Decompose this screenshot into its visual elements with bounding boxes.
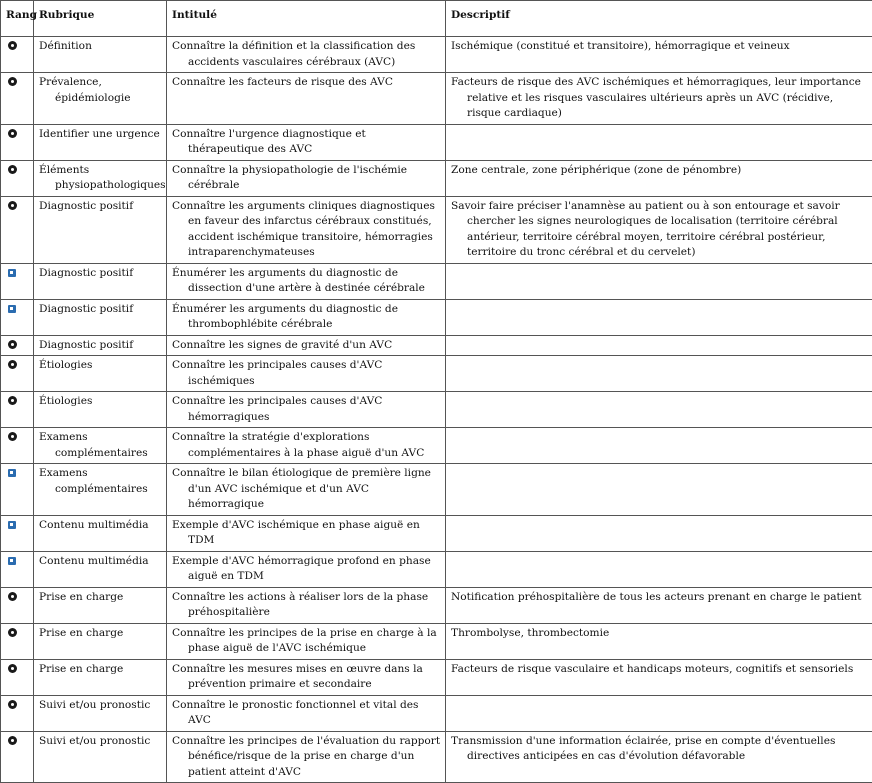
table-row xyxy=(1,731,872,783)
table-row xyxy=(1,392,872,428)
descriptif-cell xyxy=(446,263,872,299)
rank-a-icon xyxy=(8,129,17,138)
rank-cell xyxy=(1,160,34,196)
descriptif-cell xyxy=(446,335,872,356)
rank-cell xyxy=(1,356,34,392)
table-row xyxy=(1,73,872,125)
intitule-cell-text: Connaître les principes de l'évaluation du rapport bénéfice/risque de la prise en charge d'un patient atteint d'AVC xyxy=(172,734,441,781)
descriptif-cell xyxy=(446,695,872,731)
table-row xyxy=(1,695,872,731)
intitule-cell-text: Connaître la stratégie d'explorations complémentaires à la phase aiguë d'un AVC xyxy=(172,430,441,461)
rubrique-cell xyxy=(34,659,167,695)
table-row xyxy=(1,124,872,160)
rubrique-cell-text: Étiologies xyxy=(39,394,162,410)
table-row xyxy=(1,623,872,659)
rank-cell xyxy=(1,695,34,731)
rank-a-icon xyxy=(8,396,17,405)
rubrique-cell xyxy=(34,356,167,392)
table-row xyxy=(1,196,872,263)
intitule-cell xyxy=(167,515,446,551)
header-rang: Rang xyxy=(1,1,34,37)
intitule-cell xyxy=(167,335,446,356)
rubrique-cell-text: Prise en charge xyxy=(39,626,162,642)
intitule-cell xyxy=(167,160,446,196)
rank-cell xyxy=(1,623,34,659)
table-row xyxy=(1,515,872,551)
intitule-cell xyxy=(167,196,446,263)
rank-cell xyxy=(1,551,34,587)
descriptif-cell xyxy=(446,356,872,392)
table-row xyxy=(1,335,872,356)
table-row xyxy=(1,587,872,623)
rank-cell xyxy=(1,335,34,356)
rubrique-cell-text: Prise en charge xyxy=(39,662,162,678)
intitule-cell-text: Énumérer les arguments du diagnostic de thrombophlébite cérébrale xyxy=(172,302,441,333)
rank-cell xyxy=(1,587,34,623)
rubrique-cell xyxy=(34,464,167,516)
descriptif-cell-text: Thrombolyse, thrombectomie xyxy=(451,626,868,642)
rank-cell xyxy=(1,428,34,464)
rubrique-cell xyxy=(34,695,167,731)
intitule-cell-text: Connaître les principales causes d'AVC hémorragiques xyxy=(172,394,441,425)
descriptif-cell xyxy=(446,160,872,196)
descriptif-cell-text: Facteurs de risque vasculaire et handicaps moteurs, cognitifs et sensoriels xyxy=(451,662,868,678)
rubrique-cell-text: Contenu multimédia xyxy=(39,518,162,534)
intitule-cell xyxy=(167,392,446,428)
table-row xyxy=(1,37,872,73)
table-row xyxy=(1,356,872,392)
intitule-cell-text: Connaître les arguments cliniques diagnostiques en faveur des infarctus cérébraux constitués, accident ischémique transitoire, hémorragies intraparenchymateuses xyxy=(172,199,441,261)
descriptif-cell xyxy=(446,464,872,516)
table-header-row xyxy=(1,1,872,37)
header-descriptif: Descriptif xyxy=(446,1,872,37)
rank-cell xyxy=(1,392,34,428)
rank-a-icon xyxy=(8,700,17,709)
intitule-cell xyxy=(167,73,446,125)
rubrique-cell-text: Examens complémentaires xyxy=(39,466,162,497)
intitule-cell-text: Connaître l'urgence diagnostique et thérapeutique des AVC xyxy=(172,127,441,158)
descriptif-cell xyxy=(446,299,872,335)
rubrique-cell-text: Diagnostic positif xyxy=(39,338,162,354)
descriptif-cell xyxy=(446,587,872,623)
descriptif-cell-text: Zone centrale, zone périphérique (zone de pénombre) xyxy=(451,163,868,179)
rubrique-cell xyxy=(34,623,167,659)
intitule-cell xyxy=(167,124,446,160)
rubrique-cell-text: Prise en charge xyxy=(39,590,162,606)
descriptif-cell xyxy=(446,37,872,73)
table-row xyxy=(1,551,872,587)
intitule-cell-text: Connaître les actions à réaliser lors de la phase préhospitalière xyxy=(172,590,441,621)
rank-a-icon xyxy=(8,664,17,673)
descriptif-cell-text: Savoir faire préciser l'anamnèse au patient ou à son entourage et savoir chercher les signes neurologiques de localisation (territoire cérébral antérieur, territoire cérébral moyen, territoire cérébral postérieur, territoire du tronc cérébral et du cervelet) xyxy=(451,199,868,261)
rank-a-icon xyxy=(8,628,17,637)
rubrique-cell xyxy=(34,587,167,623)
rank-cell xyxy=(1,37,34,73)
rubrique-cell xyxy=(34,515,167,551)
rubrique-cell xyxy=(34,428,167,464)
rubrique-cell-text: Prévalence, épidémiologie xyxy=(39,75,162,106)
descriptif-cell xyxy=(446,196,872,263)
descriptif-cell xyxy=(446,124,872,160)
intitule-cell xyxy=(167,623,446,659)
descriptif-cell-text: Ischémique (constitué et transitoire), hémorragique et veineux xyxy=(451,39,868,55)
rank-a-icon xyxy=(8,592,17,601)
intitule-cell xyxy=(167,464,446,516)
rubrique-cell-text: Examens complémentaires xyxy=(39,430,162,461)
intitule-cell xyxy=(167,263,446,299)
intitule-cell xyxy=(167,587,446,623)
rank-cell xyxy=(1,196,34,263)
descriptif-cell xyxy=(446,73,872,125)
descriptif-cell xyxy=(446,623,872,659)
rank-cell xyxy=(1,124,34,160)
rubrique-cell xyxy=(34,335,167,356)
rubrique-cell xyxy=(34,263,167,299)
rubrique-cell-text: Diagnostic positif xyxy=(39,266,162,282)
descriptif-cell xyxy=(446,731,872,783)
rubrique-cell xyxy=(34,124,167,160)
header-intitule: Intitulé xyxy=(167,1,446,37)
rank-cell xyxy=(1,299,34,335)
intitule-cell xyxy=(167,428,446,464)
rank-cell xyxy=(1,515,34,551)
header-rubrique: Rubrique xyxy=(34,1,167,37)
intitule-cell-text: Exemple d'AVC ischémique en phase aiguë en TDM xyxy=(172,518,441,549)
rank-cell xyxy=(1,464,34,516)
intitule-cell xyxy=(167,659,446,695)
intitule-cell-text: Connaître les signes de gravité d'un AVC xyxy=(172,338,441,354)
rank-b-icon xyxy=(8,557,16,565)
intitule-cell-text: Exemple d'AVC hémorragique profond en phase aiguë en TDM xyxy=(172,554,441,585)
rank-a-icon xyxy=(8,360,17,369)
table-row xyxy=(1,659,872,695)
rubrique-cell-text: Éléments physiopathologiques xyxy=(39,163,162,194)
intitule-cell xyxy=(167,551,446,587)
table-row xyxy=(1,263,872,299)
intitule-cell-text: Connaître la physiopathologie de l'ischémie cérébrale xyxy=(172,163,441,194)
rubrique-cell-text: Contenu multimédia xyxy=(39,554,162,570)
descriptif-cell xyxy=(446,515,872,551)
rank-a-icon xyxy=(8,77,17,86)
descriptif-cell-text: Transmission d'une information éclairée, prise en compte d'éventuelles directives anticipées en cas d'évolution défavorable xyxy=(451,734,868,765)
descriptif-cell-text: Notification préhospitalière de tous les acteurs prenant en charge le patient xyxy=(451,590,868,606)
rank-cell xyxy=(1,73,34,125)
rank-cell xyxy=(1,731,34,783)
intitule-cell xyxy=(167,356,446,392)
rubrique-cell xyxy=(34,551,167,587)
rank-a-icon xyxy=(8,165,17,174)
table-row xyxy=(1,299,872,335)
rubrique-cell-text: Identifier une urgence xyxy=(39,127,162,143)
intitule-cell-text: Énumérer les arguments du diagnostic de dissection d'une artère à destinée cérébrale xyxy=(172,266,441,297)
rank-a-icon xyxy=(8,41,17,50)
intitule-cell-text: Connaître le pronostic fonctionnel et vital des AVC xyxy=(172,698,441,729)
rank-b-icon xyxy=(8,469,16,477)
rubrique-cell xyxy=(34,299,167,335)
descriptif-cell xyxy=(446,659,872,695)
rank-cell xyxy=(1,263,34,299)
rank-a-icon xyxy=(8,736,17,745)
table-row xyxy=(1,428,872,464)
rubrique-cell xyxy=(34,73,167,125)
rubrique-cell-text: Diagnostic positif xyxy=(39,199,162,215)
rank-a-icon xyxy=(8,432,17,441)
rank-cell xyxy=(1,659,34,695)
intitule-cell-text: Connaître les facteurs de risque des AVC xyxy=(172,75,441,91)
table-row xyxy=(1,160,872,196)
intitule-cell-text: Connaître les principes de la prise en charge à la phase aiguë de l'AVC ischémique xyxy=(172,626,441,657)
descriptif-cell xyxy=(446,392,872,428)
intitule-cell-text: Connaître la définition et la classification des accidents vasculaires cérébraux (AVC) xyxy=(172,39,441,70)
intitule-cell-text: Connaître les principales causes d'AVC ischémiques xyxy=(172,358,441,389)
intitule-cell xyxy=(167,37,446,73)
descriptif-cell xyxy=(446,428,872,464)
intitule-cell xyxy=(167,731,446,783)
rubrique-cell xyxy=(34,731,167,783)
rubrique-cell-text: Suivi et/ou pronostic xyxy=(39,734,162,750)
rank-a-icon xyxy=(8,201,17,210)
rank-b-icon xyxy=(8,521,16,529)
rank-b-icon xyxy=(8,305,16,313)
rubrique-cell-text: Suivi et/ou pronostic xyxy=(39,698,162,714)
rubrique-cell xyxy=(34,37,167,73)
intitule-cell-text: Connaître le bilan étiologique de première ligne d'un AVC ischémique et d'un AVC hémorragique xyxy=(172,466,441,513)
rubrique-cell-text: Définition xyxy=(39,39,162,55)
rank-a-icon xyxy=(8,340,17,349)
table-row xyxy=(1,464,872,516)
rubrique-cell xyxy=(34,392,167,428)
rubrique-cell-text: Diagnostic positif xyxy=(39,302,162,318)
rubrique-cell-text: Étiologies xyxy=(39,358,162,374)
descriptif-cell-text: Facteurs de risque des AVC ischémiques et hémorragiques, leur importance relative et les risques vasculaires ultérieurs après un AVC (récidive, risque cardiaque) xyxy=(451,75,868,122)
descriptif-cell xyxy=(446,551,872,587)
intitule-cell xyxy=(167,299,446,335)
rank-b-icon xyxy=(8,269,16,277)
intitule-cell xyxy=(167,695,446,731)
intitule-cell-text: Connaître les mesures mises en œuvre dans la prévention primaire et secondaire xyxy=(172,662,441,693)
rubrique-cell xyxy=(34,160,167,196)
rubrique-cell xyxy=(34,196,167,263)
